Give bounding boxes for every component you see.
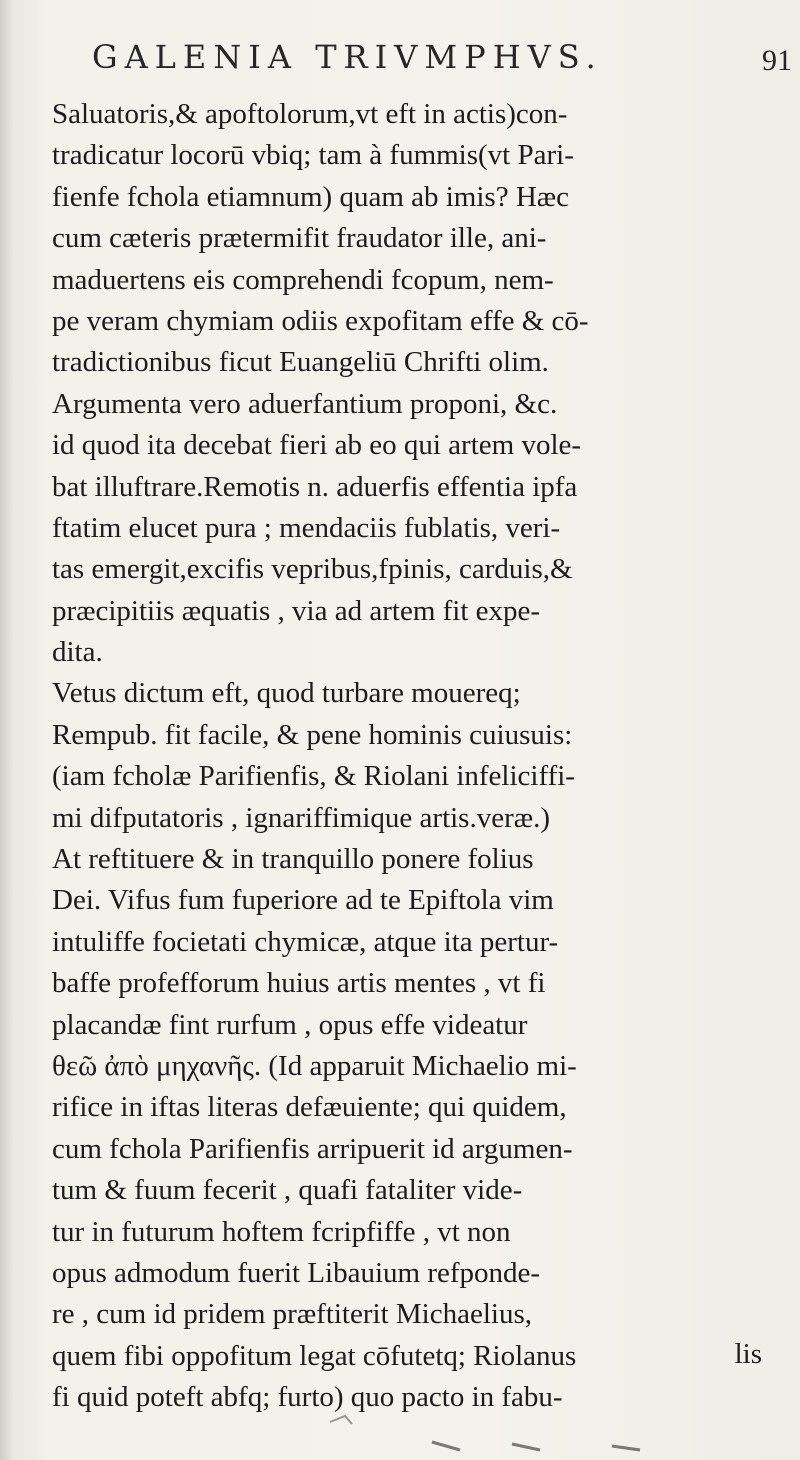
- text-line: Dei. Vifus fum fuperiore ad te Epiftola vim: [52, 884, 554, 917]
- body-text: [52, 94, 792, 1419]
- show-through-marks: [0, 1380, 800, 1460]
- text-line: tradicatur locorū vbiq; tam à fummis(vt Pari-: [52, 139, 574, 172]
- text-line: cum cæteris prætermifit fraudator ille, ani-: [52, 222, 547, 255]
- text-line: rifice in iftas literas defæuiente; qui quidem,: [52, 1091, 567, 1124]
- text-line: cum fchola Parifienfis arripuerit id argumen-: [52, 1132, 573, 1165]
- text-line: tur in futurum hoftem fcripfiffe , vt non: [52, 1215, 511, 1248]
- text-line: tas emergit,excifis vepribus,fpinis, carduis,&: [52, 553, 573, 586]
- text-line: placandæ fint rurfum , opus effe videatur: [52, 1008, 528, 1041]
- text-line: dita.: [52, 636, 103, 669]
- text-line: fi quid poteft abfq; furto) quo pacto in fabu-: [52, 1381, 563, 1414]
- text-line: mi difputatoris , ignariffimique artis.veræ.): [52, 801, 550, 834]
- text-line: At reftituere & in tranquillo ponere folius: [52, 843, 534, 876]
- text-line: bat illuftrare.Remotis n. aduerfis effentia ipfa: [52, 470, 578, 503]
- page-number: 91: [762, 44, 792, 77]
- text-line: Saluatoris,& apoftolorum,vt eft in actis)con-: [52, 98, 568, 130]
- text-line: tum & fuum fecerit , quafi fataliter vide-: [52, 1174, 523, 1207]
- running-head: [92, 38, 792, 94]
- text-line: Rempub. fit facile, & pene hominis cuiusuis:: [52, 718, 573, 751]
- text-line: θεῶ ἀπὸ μηχανῆς. (Id apparuit Michaelio mi-: [52, 1049, 577, 1082]
- text-line: opus admodum fuerit Libauium refponde-: [52, 1256, 541, 1289]
- text-line: tradictionibus ficut Euangeliū Chrifti olim.: [52, 346, 549, 379]
- text-line: (iam fcholæ Parifienfis, & Riolani infeliciffi-: [52, 760, 575, 793]
- text-line: quem fibi oppofitum legat cōfutetq; Riolanus: [52, 1339, 577, 1372]
- text-line: Vetus dictum eft, quod turbare mouereq;: [52, 677, 521, 710]
- text-line: præcipitiis æquatis , via ad artem fit expe-: [52, 594, 541, 627]
- text-line: fienfe fchola etiamnum) quam ab imis? Hæc: [52, 180, 569, 213]
- text-line: re , cum id pridem præftiterit Michaelius,: [52, 1298, 532, 1331]
- running-title: GALENIA TRIVMPHVS.: [92, 38, 603, 76]
- catchword: lis: [734, 1338, 762, 1370]
- text-line: Argumenta vero aduerfantium proponi, &c.: [52, 387, 558, 420]
- text-line: intuliffe focietati chymicæ, atque ita pertur-: [52, 925, 559, 958]
- gutter-shadow: [0, 0, 14, 1460]
- text-line: ftatim elucet pura ; mendaciis fublatis, veri-: [52, 511, 561, 544]
- text-line: id quod ita decebat fieri ab eo qui artem vole-: [52, 429, 582, 462]
- text-line: pe veram chymiam odiis expofitam effe & cō-: [52, 304, 589, 337]
- text-line: baffe profefforum huius artis mentes , vt fi: [52, 967, 546, 1000]
- text-line: maduertens eis comprehendi fcopum, nem-: [52, 263, 554, 296]
